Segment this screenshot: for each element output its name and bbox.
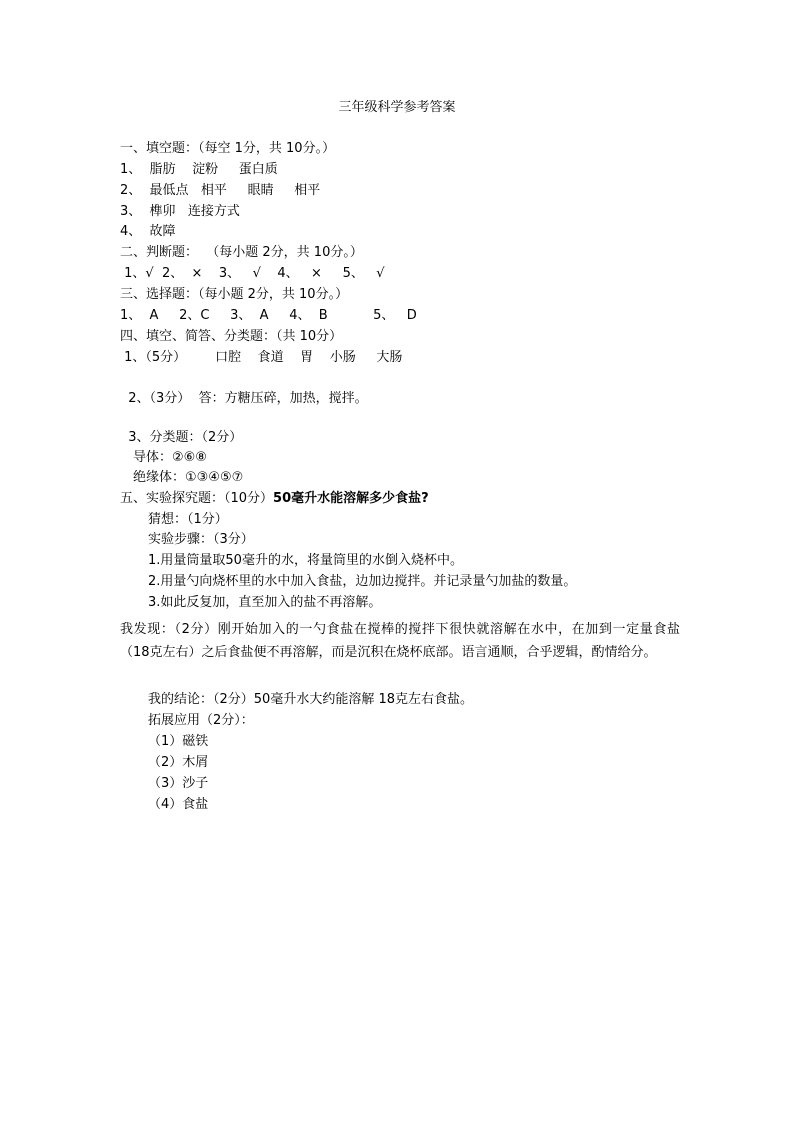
extension-item-1: （1）磁铁 xyxy=(148,734,209,749)
section1-answer-1: 1、 脂肪 淀粉 蛋白质 xyxy=(120,162,278,177)
guess-line: 猜想：（1分） xyxy=(148,512,228,527)
conclusion-line: 我的结论：（2分）50毫升水大约能溶解 18克左右食盐。 xyxy=(148,692,473,707)
section5-question: 50毫升水能溶解多少食盐? xyxy=(273,491,429,506)
section2-heading: 二、判断题： （每小题 2分，共 10分。） xyxy=(120,245,363,260)
section2-answers: 1、√ 2、 × 3、 √ 4、 × 5、 √ xyxy=(120,266,385,281)
section3-answers: 1、 A 2、C 3、 A 4、 B 5、 D xyxy=(120,308,417,323)
section1-answer-3: 3、 榫卯 连接方式 xyxy=(120,204,240,219)
finding-paragraph: 我发现：（2分）刚开始加入的一勺食盐在搅棒的搅拌下很快就溶解在水中，在加到一定量食盐（18克左右）之后食盐便不再溶解，而是沉积在烧杯底部。语言通顺，合乎逻辑，酌情给分。 xyxy=(120,622,680,660)
steps-heading: 实验步骤：（3分） xyxy=(148,532,254,547)
step-2: 2.用量勺向烧杯里的水中加入食盐，边加边搅拌。并记录量勺加盐的数量。 xyxy=(148,574,577,589)
step-1: 1.用量筒量取50毫升的水，将量筒里的水倒入烧杯中。 xyxy=(148,553,463,568)
extension-heading: 拓展应用（2分）： xyxy=(148,713,254,728)
conductor-list: 导体：②⑥⑧ xyxy=(133,450,207,465)
section5-heading-line xyxy=(120,490,429,508)
section1-answer-2: 2、 最低点 相平 眼睛 相平 xyxy=(120,183,321,198)
extension-item-4: （4）食盐 xyxy=(148,797,209,812)
section4-question-3: 3、分类题：（2分） xyxy=(120,430,243,445)
section1-heading: 一、填空题：（每空 1分，共 10分。） xyxy=(120,141,336,156)
section1-answer-4: 4、 故障 xyxy=(120,224,176,239)
section4-question-1: 1、（5分） 口腔 食道 胃 小肠 大肠 xyxy=(120,350,403,365)
insulator-list: 绝缘体：①③④⑤⑦ xyxy=(133,470,244,485)
step-3: 3.如此反复加，直至加入的盐不再溶解。 xyxy=(148,595,382,610)
section5-heading: 五、实验探究题：（10分） xyxy=(120,491,274,506)
page-title: 三年级科学参考答案 xyxy=(338,100,456,115)
extension-item-2: （2）木屑 xyxy=(148,755,209,770)
section4-heading: 四、填空、简答、分类题：（共 10分） xyxy=(120,329,343,344)
extension-item-3: （3）沙子 xyxy=(148,776,209,791)
section4-question-2: 2、（3分） 答：方糖压碎，加热，搅拌。 xyxy=(120,391,368,406)
section3-heading: 三、选择题：（每小题 2分，共 10分。） xyxy=(120,287,349,302)
